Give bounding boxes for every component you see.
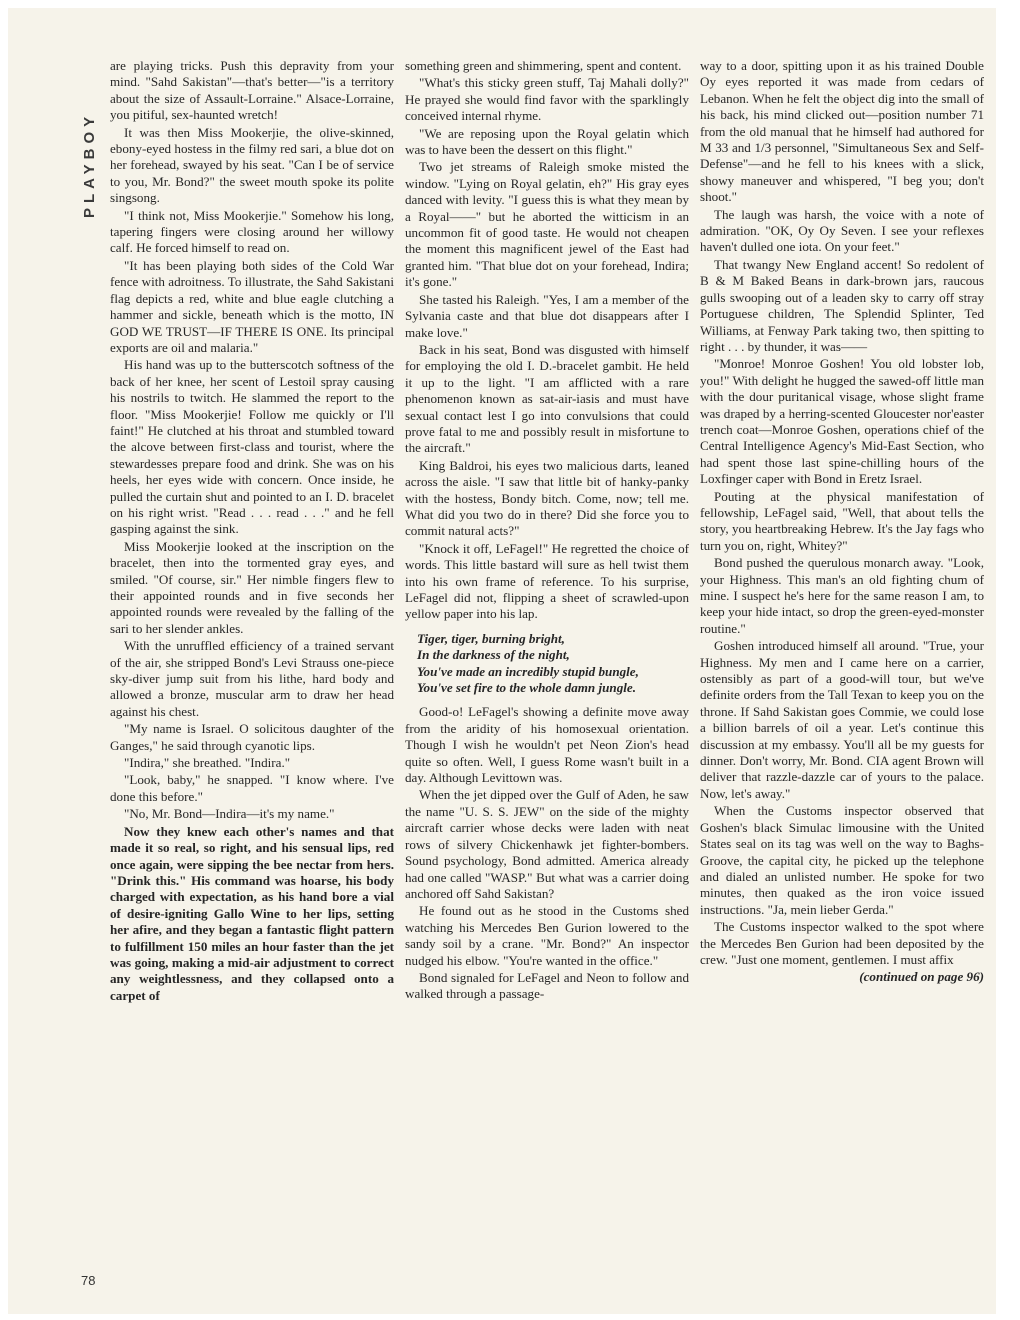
verse-line: In the darkness of the night, [417, 647, 570, 663]
paragraph: Bond signaled for LeFagel and Neon to follow and walked through a passage- [405, 969, 689, 1002]
paragraph: "We are reposing upon the Royal gelatin which was to have been the dessert on this flight." [405, 125, 689, 158]
paragraph: "My name is Israel. O solicitous daughter of the Ganges," he said through cyanotic lips. [110, 721, 394, 753]
paragraph: The laugh was harsh, the voice with a note of admiration. "OK, Oy Oy Seven. I see your reflexes haven't dulled one iota. On your feet." [700, 206, 984, 255]
paragraph: "What's this sticky green stuff, Taj Mahali dolly?" He prayed she would find favor with the sparklingly conceived internal rhyme. [405, 75, 689, 124]
page-number: 78 [81, 1273, 96, 1288]
paragraph: Back in his seat, Bond was disgusted with himself for employing the old I. D.-bracelet gambit. He held it up to the light. "I am afflicted with a rare phenomenon known as sat-air-iasis and must have sexual contact lest I go into convulsions that could prove fatal to me and possibly result in misfortune to the aircraft." [405, 341, 689, 456]
paragraph: The Customs inspector walked to the spot where the Mercedes Ben Gurion had been deposited by the crew. "Just one moment, gentlemen. I must affix [700, 919, 984, 967]
paragraph: "No, Mr. Bond—Indira—it's my name." [124, 806, 335, 822]
text-column-3 [700, 58, 984, 986]
paragraph: "Monroe! Monroe Goshen! You old lobster lob, you!" With delight he hugged the sawed-off little man with the dour puritanical visage, whose slight frame was draped by a herring-scented Gloucester nor'easter trench coat—Monroe Goshen, operations chief of the Central Intelligence Agency's Mid-East Section, who had spent those last spine-chilling hours of the Loxfinger caper with Bond in Eretz Israel. [700, 356, 984, 487]
verse-line: You've made an incredibly stupid bungle, [417, 663, 639, 679]
verse-line: You've set fire to the whole damn jungle. [417, 680, 636, 696]
paragraph: When the jet dipped over the Gulf of Aden, he saw the name "U. S. S. JEW" on the side of the mighty aircraft carrier whose decks were laden with neat rows of silvery Chickenhawk jet fighter-bombers. Sound psychology, Bond admitted. America already had one called "WASP." But what was a carrier doing anchored off Sahd Sakistan? [405, 787, 689, 901]
paragraph: are playing tricks. Push this depravity from your mind. "Sahd Sakistan"—that's better—"is a territory about the size of Assault-Lorraine." Alsace-Lorraine, you pitiful, sex-haunted wretch! [110, 58, 394, 123]
paragraph: It was then Miss Mookerjie, the olive-skinned, ebony-eyed hostess in the filmy red sari, a blue dot on her forehead, swayed by his seat. "Can I be of service to you, Mr. Bond?" the sweet mouth spoke its polite singsong. [110, 124, 394, 206]
text-column-2 [405, 58, 689, 1004]
continued-on-line: (continued on page 96) [859, 969, 984, 985]
paragraph: His hand was up to the butterscotch softness of the back of her knee, her scent of Lestoil spray causing his nostrils to twitch. He slammed the report to the floor. "Miss Mookerjie! Follow me quickly or I'll faint!" He clutched at his throat and stumbled toward the alcove between first-class and tourist, where the stewardesses prepare food and drink. She was on his heels, her eyes wide with concern. Once inside, he pulled the curtain shut and pointed to an I. D. bracelet on his right wrist. "Read . . . read . . ." and he fell gasping against the sink. [110, 357, 394, 537]
text-column-1 [110, 58, 394, 1005]
paragraph: He found out as he stood in the Customs shed watching his Mercedes Ben Gurion lowered to the sandy soil by a crane. "Mr. Bond?" An inspector nudged his elbow. "You're wanted in the office." [405, 903, 689, 968]
paragraph: Bond pushed the querulous monarch away. "Look, your Highness. This man's an old fighting chum of mine. I suspect he's here for the same reason I am, to keep your hide intact, so drop the green-eyed-monster routine." [700, 555, 984, 636]
paragraph: "It has been playing both sides of the Cold War fence with adroitness. To illustrate, the Sahd Sakistani flag depicts a red, white and blue eagle clutching a hammer and sickle, beneath which is the motto, IN GOD WE TRUST—IF THERE IS ONE. Its principal exports are oil and malaria." [110, 257, 394, 355]
paragraph: something green and shimmering, spent and content. [405, 58, 682, 73]
paragraph: "Indira," she breathed. "Indira." [124, 755, 291, 771]
poem-verse [417, 631, 689, 697]
masthead-text: PLAYBOY [81, 111, 98, 218]
paragraph: When the Customs inspector observed that Goshen's black Simulac limousine with the United States seal on its tag was well on the way to Baghs-Groove, the capital city, he picked up the telephone and dialed an unlisted number. He spoke for two minutes, then quaked as the iron voice issued instructions. "Ja, mein lieber Gerda." [700, 803, 984, 917]
paragraph: "I think not, Miss Mookerjie." Somehow his long, tapering fingers were closing around her willowy calf. He forced himself to read on. [110, 207, 394, 256]
paragraph: That twangy New England accent! So redolent of B & M Baked Beans in dark-brown jars, raucous gulls swooping out of a leaden sky to carry off stray Portuguese children, The Splendid Splinter, Ted Williams, at Fenway Park taking two, then spitting to right . . . by thunder, it was—— [700, 256, 984, 354]
paragraph: Two jet streams of Raleigh smoke misted the window. "Lying on Royal gelatin, eh?" His gray eyes danced with levity. "I guess this is what they mean by a Royal——" but he aborted the witticism in an uncommon fit of good taste. He would not cheapen the moment this magnificent jewel of the East had granted him. "That blue dot on your forehead, Indira; it's gone." [405, 159, 689, 290]
paragraph: Now they knew each other's names and that made it so real, so right, and his sensual lips, red once again, were sipping the bee nectar from hers. "Drink this." His command was hoarse, his body charged with expectation, as his hand bore a vial of desire-igniting Gallo Wine to her lips, setting her afire, and they began a fantastic flight pattern to fulfillment 150 miles an hour faster than the jet was going, making a mid-air adjustment to correct any weightlessness, and they collapsed onto a carpet of [110, 823, 394, 1003]
paragraph: Miss Mookerjie looked at the inscription on the bracelet, then into the tormented gray eyes, and smiled. "Of course, sir." Her nimble fingers flew to their appointed rounds and in five seconds her appointed rounds were revealed by the falling of the sari to her slender ankles. [110, 538, 394, 636]
verse-line: Tiger, tiger, burning bright, [417, 630, 565, 646]
paragraph: "Look, baby," he snapped. "I know where. I've done this before." [110, 772, 394, 804]
paragraph: Pouting at the physical manifestation of fellowship, LeFagel said, "Well, that about tells the story, you heartbreaking Hebrew. It's the Jay fags who turn you on, right, Whitey?" [700, 488, 984, 553]
paragraph: With the unruffled efficiency of a trained servant of the air, she stripped Bond's Levi Strauss one-piece sky-diver jump suit from his lithe, hard body and allowed a bronze, muscular arm to draw her head against his chest. [110, 638, 394, 719]
paragraph: "Knock it off, LeFagel!" He regretted the choice of words. This little bastard will sure as hell twist them into his own frame of reference. To his surprise, LeFagel did not, flipping a sheet of scrawled-upon yellow paper into his lap. [405, 540, 689, 622]
paragraph: King Baldroi, his eyes two malicious darts, leaned across the aisle. "I saw that little bit of hanky-panky with the hostess, Bondy bitch. Come, now; tell me. What did you two do in there? Did she force you to commit natural acts?" [405, 457, 689, 539]
paragraph: way to a door, spitting upon it as his trained Double Oy eyes reported it was made from cedars of Lebanon. When he felt the object dig into the small of his back, his mind clicked out—position number 71 from the old manual that he himself had authored for M 33 and 1/3 personnel, "Simultaneous Sex and Self-Defense"—and he fell to his knees with a slick, showy maneuver and whispered, "I beg you; don't shoot." [700, 58, 984, 205]
paragraph: Goshen introduced himself all around. "True, your Highness. My men and I came here on a carrier, ostensibly as part of a good-will tour, but we've definite orders from the Tall Texan to keep you on the throne. If Sahd Sakistan goes Commie, we could lose a billion barrels of oil a year. Let's continue this discussion at my embassy. You'll all be my guests for dinner. Don't worry, Mr. Bond. CIA agent Brown will deliver that razzle-dazzle car of yours to the palace. Now, let's away." [700, 638, 984, 801]
paragraph: Good-o! LeFagel's showing a definite move away from the aridity of his homosexual orientation. Though I wish he wouldn't pet Neon Zion's head quite so often. Well, I guess Rome wasn't built in a day. Although Levittown was. [405, 704, 689, 786]
paragraph: She tasted his Raleigh. "Yes, I am a member of the Sylvania caste and that blue dot disappears after I make love." [405, 291, 689, 340]
